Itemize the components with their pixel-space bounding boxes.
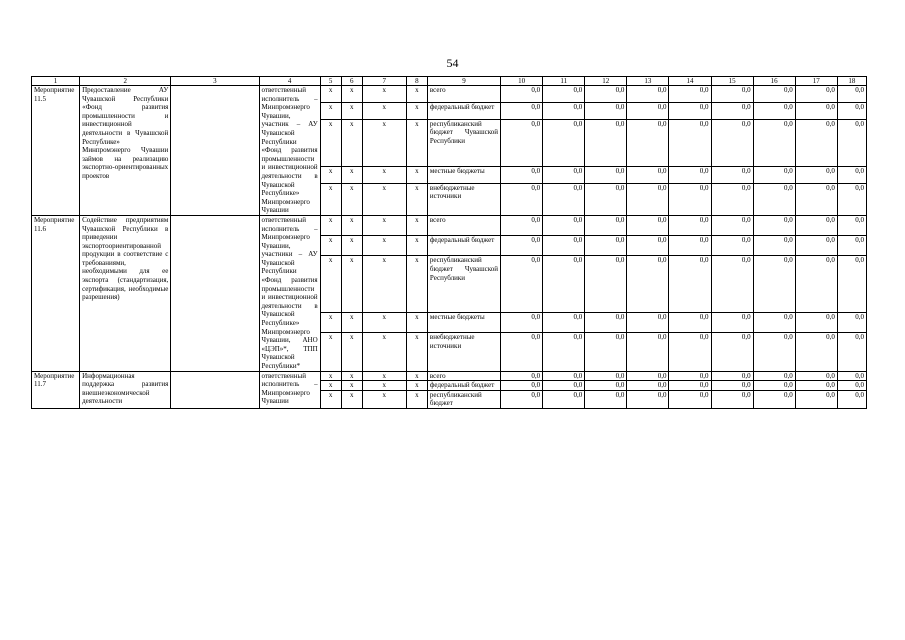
x-mark-cell: х: [341, 236, 362, 256]
amount-cell: 0,0: [627, 390, 669, 408]
amount-cell: 0,0: [795, 183, 837, 215]
x-mark-cell: х: [406, 119, 427, 166]
amount-cell: 0,0: [585, 102, 627, 119]
x-mark-cell: х: [341, 215, 362, 235]
x-mark-cell: х: [362, 183, 406, 215]
amount-cell: 0,0: [501, 333, 543, 371]
performer-cell: ответственный исполнитель – Минпромэнерго Чувашии, участник – АУ Чувашской Республики «Фонд развития промышленности и инвестиционной деятельности в Чувашской Республике» Минпромэнерго Чувашии: [259, 86, 320, 216]
amount-cell: 0,0: [753, 102, 795, 119]
amount-cell: 0,0: [753, 215, 795, 235]
x-mark-cell: х: [341, 119, 362, 166]
x-mark-cell: х: [406, 102, 427, 119]
col-number: 14: [669, 77, 711, 86]
x-mark-cell: х: [320, 333, 341, 371]
x-mark-cell: х: [362, 119, 406, 166]
x-mark-cell: х: [341, 86, 362, 103]
amount-cell: 0,0: [837, 371, 866, 381]
col-number: 12: [585, 77, 627, 86]
event-description: Предоставление АУ Чувашской Республики «Фонд развития промышленности и инвестиционной деятельности в Чувашской Республике» Минпромэнерго Чувашии займов на реализацию экспортно-ориентированных проектов: [80, 86, 171, 216]
amount-cell: 0,0: [753, 236, 795, 256]
program-table: [31, 76, 867, 409]
amount-cell: 0,0: [669, 119, 711, 166]
funding-source: внебюджетные источники: [427, 333, 500, 371]
x-mark-cell: х: [320, 119, 341, 166]
x-mark-cell: х: [341, 102, 362, 119]
funding-source: внебюджетные источники: [427, 183, 500, 215]
amount-cell: 0,0: [543, 119, 585, 166]
amount-cell: 0,0: [543, 390, 585, 408]
col-number: 3: [171, 77, 259, 86]
amount-cell: 0,0: [627, 371, 669, 381]
amount-cell: 0,0: [711, 215, 753, 235]
amount-cell: 0,0: [669, 312, 711, 332]
amount-cell: 0,0: [753, 381, 795, 391]
amount-cell: 0,0: [669, 102, 711, 119]
amount-cell: 0,0: [795, 215, 837, 235]
amount-cell: 0,0: [795, 312, 837, 332]
amount-cell: 0,0: [753, 183, 795, 215]
table-row: [32, 215, 867, 235]
empty-cell: [171, 86, 259, 216]
x-mark-cell: х: [341, 333, 362, 371]
amount-cell: 0,0: [795, 381, 837, 391]
funding-source: федеральный бюджет: [427, 381, 500, 391]
amount-cell: 0,0: [795, 333, 837, 371]
amount-cell: 0,0: [585, 86, 627, 103]
amount-cell: 0,0: [837, 390, 866, 408]
amount-cell: 0,0: [669, 333, 711, 371]
amount-cell: 0,0: [543, 371, 585, 381]
x-mark-cell: х: [406, 215, 427, 235]
amount-cell: 0,0: [669, 381, 711, 391]
amount-cell: 0,0: [627, 102, 669, 119]
amount-cell: 0,0: [795, 236, 837, 256]
column-number-row: [32, 77, 867, 86]
performer-cell: ответственный исполнитель – Минпромэнерго Чувашии: [259, 371, 320, 408]
x-mark-cell: х: [362, 236, 406, 256]
funding-source: всего: [427, 371, 500, 381]
x-mark-cell: х: [362, 215, 406, 235]
amount-cell: 0,0: [585, 312, 627, 332]
amount-cell: 0,0: [669, 215, 711, 235]
col-number: 13: [627, 77, 669, 86]
amount-cell: 0,0: [837, 183, 866, 215]
amount-cell: 0,0: [795, 86, 837, 103]
amount-cell: 0,0: [501, 256, 543, 313]
x-mark-cell: х: [341, 371, 362, 381]
x-mark-cell: х: [362, 256, 406, 313]
event-number: Мероприятие 11.5: [32, 86, 80, 216]
x-mark-cell: х: [362, 333, 406, 371]
amount-cell: 0,0: [669, 86, 711, 103]
amount-cell: 0,0: [753, 86, 795, 103]
performer-cell: ответственный исполнитель – Минпромэнерго Чувашии, участники – АУ Чувашской Республики «Фонд развития промышленности и инвестиционной деятельности в Чувашской Республике» Минпромэнерго Чувашии, АНО «ЦЭП»*, ТПП Чувашской Республики*: [259, 215, 320, 371]
amount-cell: 0,0: [711, 183, 753, 215]
amount-cell: 0,0: [543, 102, 585, 119]
col-number: 17: [795, 77, 837, 86]
amount-cell: 0,0: [837, 166, 866, 183]
amount-cell: 0,0: [501, 236, 543, 256]
x-mark-cell: х: [341, 166, 362, 183]
amount-cell: 0,0: [501, 119, 543, 166]
amount-cell: 0,0: [543, 86, 585, 103]
funding-source: федеральный бюджет: [427, 102, 500, 119]
amount-cell: 0,0: [627, 381, 669, 391]
col-number: 16: [753, 77, 795, 86]
amount-cell: 0,0: [627, 215, 669, 235]
x-mark-cell: х: [406, 333, 427, 371]
x-mark-cell: х: [406, 86, 427, 103]
amount-cell: 0,0: [627, 256, 669, 313]
amount-cell: 0,0: [711, 236, 753, 256]
amount-cell: 0,0: [753, 256, 795, 313]
amount-cell: 0,0: [585, 390, 627, 408]
x-mark-cell: х: [341, 390, 362, 408]
amount-cell: 0,0: [501, 166, 543, 183]
amount-cell: 0,0: [543, 166, 585, 183]
amount-cell: 0,0: [585, 381, 627, 391]
col-number: 10: [501, 77, 543, 86]
amount-cell: 0,0: [795, 166, 837, 183]
x-mark-cell: х: [362, 312, 406, 332]
amount-cell: 0,0: [711, 119, 753, 166]
amount-cell: 0,0: [585, 183, 627, 215]
x-mark-cell: х: [320, 166, 341, 183]
amount-cell: 0,0: [543, 215, 585, 235]
amount-cell: 0,0: [669, 236, 711, 256]
event-description: Информационная поддержка развития внешнеэкономической деятельности: [80, 371, 171, 408]
amount-cell: 0,0: [627, 86, 669, 103]
funding-source: федеральный бюджет: [427, 236, 500, 256]
amount-cell: 0,0: [753, 119, 795, 166]
amount-cell: 0,0: [837, 236, 866, 256]
funding-source: республиканский бюджет: [427, 390, 500, 408]
amount-cell: 0,0: [837, 333, 866, 371]
x-mark-cell: х: [362, 102, 406, 119]
x-mark-cell: х: [320, 390, 341, 408]
x-mark-cell: х: [320, 312, 341, 332]
funding-source: республиканский бюджет Чувашской Республики: [427, 119, 500, 166]
x-mark-cell: х: [320, 86, 341, 103]
amount-cell: 0,0: [795, 256, 837, 313]
page-number: 54: [446, 56, 459, 70]
amount-cell: 0,0: [543, 333, 585, 371]
amount-cell: 0,0: [711, 312, 753, 332]
amount-cell: 0,0: [711, 166, 753, 183]
amount-cell: 0,0: [753, 390, 795, 408]
amount-cell: 0,0: [585, 236, 627, 256]
amount-cell: 0,0: [753, 312, 795, 332]
event-number: Мероприятие 11.7: [32, 371, 80, 408]
table-row: [32, 86, 867, 103]
amount-cell: 0,0: [711, 86, 753, 103]
x-mark-cell: х: [406, 312, 427, 332]
col-number: 7: [362, 77, 406, 86]
amount-cell: 0,0: [585, 333, 627, 371]
amount-cell: 0,0: [627, 312, 669, 332]
empty-cell: [171, 215, 259, 371]
x-mark-cell: х: [406, 256, 427, 313]
amount-cell: 0,0: [711, 381, 753, 391]
amount-cell: 0,0: [585, 215, 627, 235]
amount-cell: 0,0: [543, 381, 585, 391]
amount-cell: 0,0: [501, 371, 543, 381]
amount-cell: 0,0: [837, 381, 866, 391]
amount-cell: 0,0: [669, 256, 711, 313]
amount-cell: 0,0: [501, 102, 543, 119]
col-number: 15: [711, 77, 753, 86]
amount-cell: 0,0: [627, 183, 669, 215]
empty-cell: [171, 371, 259, 408]
funding-source: местные бюджеты: [427, 312, 500, 332]
x-mark-cell: х: [406, 371, 427, 381]
x-mark-cell: х: [362, 166, 406, 183]
table-row: [32, 371, 867, 381]
col-number: 6: [341, 77, 362, 86]
amount-cell: 0,0: [711, 256, 753, 313]
amount-cell: 0,0: [669, 183, 711, 215]
amount-cell: 0,0: [837, 256, 866, 313]
x-mark-cell: х: [341, 381, 362, 391]
x-mark-cell: х: [406, 166, 427, 183]
col-number: 1: [32, 77, 80, 86]
amount-cell: 0,0: [795, 102, 837, 119]
amount-cell: 0,0: [711, 333, 753, 371]
amount-cell: 0,0: [753, 333, 795, 371]
amount-cell: 0,0: [795, 119, 837, 166]
x-mark-cell: х: [320, 371, 341, 381]
amount-cell: 0,0: [669, 371, 711, 381]
x-mark-cell: х: [362, 86, 406, 103]
x-mark-cell: х: [406, 236, 427, 256]
amount-cell: 0,0: [501, 390, 543, 408]
col-number: 8: [406, 77, 427, 86]
amount-cell: 0,0: [837, 86, 866, 103]
amount-cell: 0,0: [627, 166, 669, 183]
x-mark-cell: х: [406, 381, 427, 391]
event-description: Содействие предприятиям Чувашской Республики в приведении экспортоориентированной продукции в соответствие с требованиями, необходимыми для ее экспорта (стандартизация, сертификация, необходимые разрешения): [80, 215, 171, 371]
amount-cell: 0,0: [543, 236, 585, 256]
funding-source: всего: [427, 86, 500, 103]
amount-cell: 0,0: [627, 236, 669, 256]
x-mark-cell: х: [362, 371, 406, 381]
amount-cell: 0,0: [543, 312, 585, 332]
amount-cell: 0,0: [501, 312, 543, 332]
col-number: 4: [259, 77, 320, 86]
x-mark-cell: х: [320, 102, 341, 119]
amount-cell: 0,0: [543, 256, 585, 313]
amount-cell: 0,0: [585, 371, 627, 381]
x-mark-cell: х: [362, 381, 406, 391]
col-number: 11: [543, 77, 585, 86]
x-mark-cell: х: [320, 236, 341, 256]
amount-cell: 0,0: [711, 102, 753, 119]
x-mark-cell: х: [362, 390, 406, 408]
x-mark-cell: х: [406, 390, 427, 408]
x-mark-cell: х: [320, 256, 341, 313]
amount-cell: 0,0: [501, 183, 543, 215]
amount-cell: 0,0: [753, 371, 795, 381]
amount-cell: 0,0: [753, 166, 795, 183]
col-number: 18: [837, 77, 866, 86]
amount-cell: 0,0: [669, 390, 711, 408]
amount-cell: 0,0: [837, 102, 866, 119]
amount-cell: 0,0: [585, 166, 627, 183]
amount-cell: 0,0: [627, 119, 669, 166]
amount-cell: 0,0: [669, 166, 711, 183]
amount-cell: 0,0: [501, 381, 543, 391]
amount-cell: 0,0: [543, 183, 585, 215]
col-number: 9: [427, 77, 500, 86]
x-mark-cell: х: [341, 256, 362, 313]
funding-source: республиканский бюджет Чувашской Республики: [427, 256, 500, 313]
event-number: Мероприятие 11.6: [32, 215, 80, 371]
funding-source: всего: [427, 215, 500, 235]
x-mark-cell: х: [406, 183, 427, 215]
amount-cell: 0,0: [627, 333, 669, 371]
amount-cell: 0,0: [837, 215, 866, 235]
amount-cell: 0,0: [795, 390, 837, 408]
amount-cell: 0,0: [837, 312, 866, 332]
funding-source: местные бюджеты: [427, 166, 500, 183]
amount-cell: 0,0: [501, 215, 543, 235]
col-number: 5: [320, 77, 341, 86]
amount-cell: 0,0: [837, 119, 866, 166]
amount-cell: 0,0: [711, 390, 753, 408]
amount-cell: 0,0: [585, 119, 627, 166]
x-mark-cell: х: [341, 183, 362, 215]
amount-cell: 0,0: [585, 256, 627, 313]
amount-cell: 0,0: [711, 371, 753, 381]
amount-cell: 0,0: [501, 86, 543, 103]
x-mark-cell: х: [320, 381, 341, 391]
x-mark-cell: х: [320, 215, 341, 235]
x-mark-cell: х: [320, 183, 341, 215]
x-mark-cell: х: [341, 312, 362, 332]
amount-cell: 0,0: [795, 371, 837, 381]
col-number: 2: [80, 77, 171, 86]
